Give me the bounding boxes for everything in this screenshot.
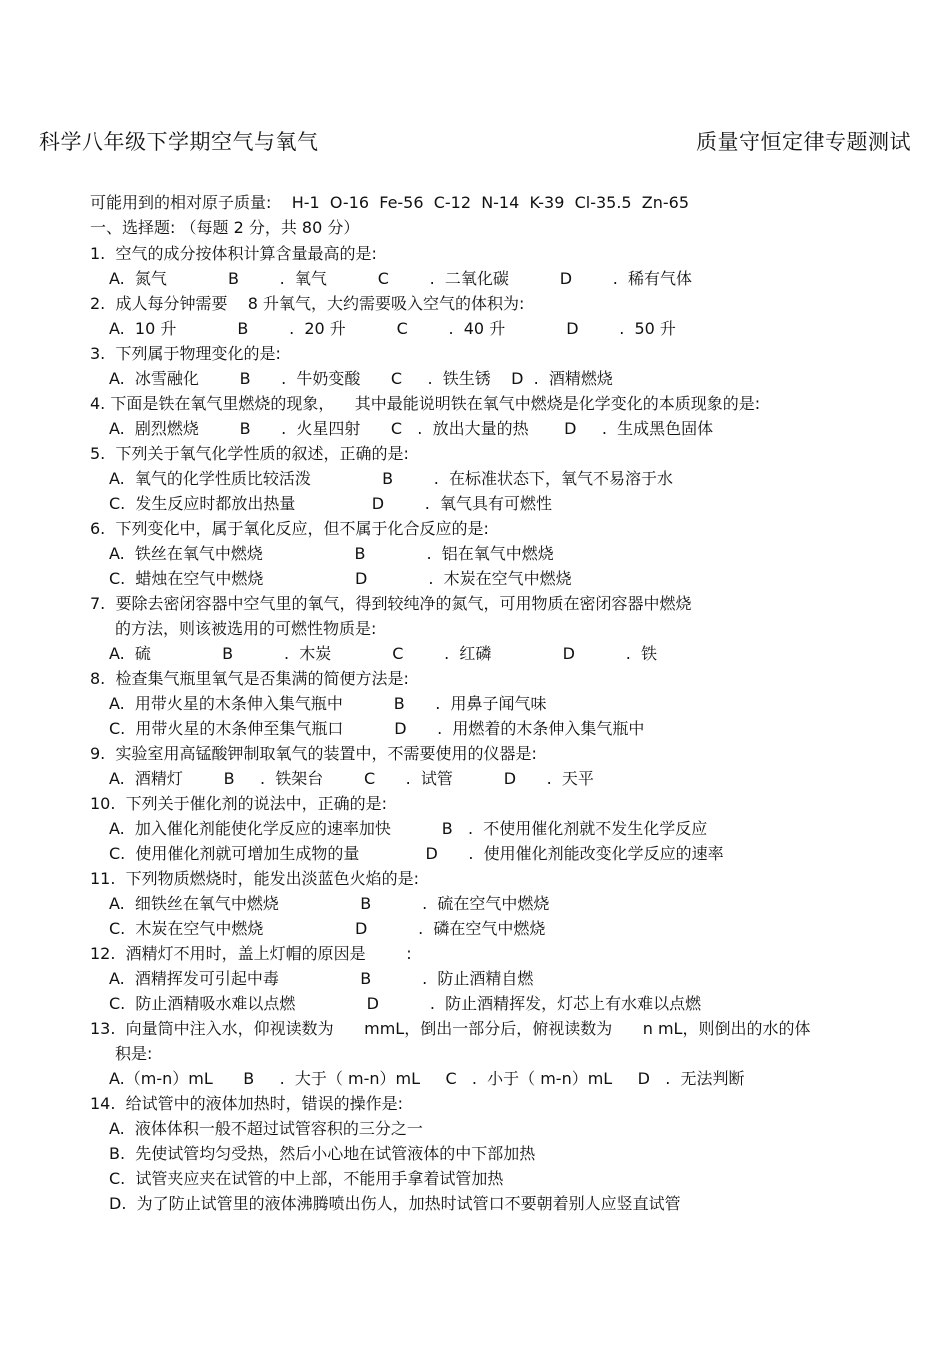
question-2-options: A. 10 升 B . 20 升 C . 40 升 D . 50 升 (109, 319, 676, 338)
question-6-options-cd: C. 蜡烛在空气中燃烧 D . 木炭在空气中燃烧 (109, 569, 572, 588)
question-12-options-cd: C. 防止酒精吸水难以点燃 D . 防止酒精挥发，灯芯上有水难以点燃 (109, 994, 702, 1013)
atomic-masses: 可能用到的相对原子质量: H-1 O-16 Fe-56 C-12 N-14 K-39 Cl-35.5 Zn-65 (90, 193, 690, 212)
question-11-options-cd: C. 木炭在空气中燃烧 D . 磷在空气中燃烧 (109, 919, 546, 938)
question-13: 13. 向量筒中注入水，仰视读数为 mmL，倒出一部分后，俯视读数为 n mL，则倒出的水的体 (90, 1019, 811, 1038)
question-4: 4. 下面是铁在氧气里燃烧的现象， 其中最能说明铁在氧气中燃烧是化学变化的本质现象的是: (90, 394, 761, 413)
question-8-options-cd: C. 用带火星的木条伸至集气瓶口 D . 用燃着的木条伸入集气瓶中 (109, 719, 645, 738)
question-14: 14. 给试管中的液体加热时，错误的操作是: (90, 1094, 404, 1113)
question-10-options-cd: C. 使用催化剂就可增加生成物的量 D . 使用催化剂能改变化学反应的速率 (109, 844, 724, 863)
question-13-continuation: 积是: (115, 1044, 153, 1063)
question-1: 1. 空气的成分按体积计算含量最高的是: (90, 244, 377, 263)
section-heading: 一、选择题: （每题 2 分，共 80 分） (90, 218, 360, 237)
question-14-option-c: C. 试管夹应夹在试管的中上部，不能用手拿着试管加热 (109, 1169, 504, 1188)
question-10-options-ab: A. 加入催化剂能使化学反应的速率加快 B . 不使用催化剂就不发生化学反应 (109, 819, 708, 838)
question-14-option-b: B. 先使试管均匀受热，然后小心地在试管液体的中下部加热 (109, 1144, 536, 1163)
question-7: 7. 要除去密闭容器中空气里的氧气，得到较纯净的氮气，可用物质在密闭容器中燃烧 (90, 594, 692, 613)
question-3-options: A. 冰雪融化 B . 牛奶变酸 C . 铁生锈 D . 酒精燃烧 (109, 369, 613, 388)
question-5: 5. 下列关于氧气化学性质的叙述，正确的是: (90, 444, 409, 463)
question-6-options-ab: A. 铁丝在氧气中燃烧 B . 铝在氧气中燃烧 (109, 544, 554, 563)
question-10: 10. 下列关于催化剂的说法中，正确的是: (90, 794, 388, 813)
question-11: 11. 下列物质燃烧时，能发出淡蓝色火焰的是: (90, 869, 420, 888)
question-7-options: A. 硫 B . 木炭 C . 红磷 D . 铁 (109, 644, 658, 663)
question-3: 3. 下列属于物理变化的是: (90, 344, 281, 363)
question-9: 9. 实验室用高锰酸钾制取氧气的装置中，不需要使用的仪器是: (90, 744, 537, 763)
question-13-options: A.（m-n）mL B . 大于（ m-n）mL C . 小于（ m-n）mL D . 无法判断 (109, 1069, 745, 1088)
question-5-options-cd: C. 发生反应时都放出热量 D . 氧气具有可燃性 (109, 494, 552, 513)
question-12: 12. 酒精灯不用时，盖上灯帽的原因是 : (90, 944, 412, 963)
question-7-continuation: 的方法，则该被选用的可燃性物质是: (115, 619, 377, 638)
page-title: 科学八年级下学期空气与氧气 质量守恒定律专题测试 (39, 130, 911, 154)
question-5-options-ab: A. 氧气的化学性质比较活泼 B . 在标准状态下，氧气不易溶于水 (109, 469, 674, 488)
question-6: 6. 下列变化中，属于氧化反应，但不属于化合反应的是: (90, 519, 489, 538)
question-8: 8. 检查集气瓶里氧气是否集满的简便方法是: (90, 669, 409, 688)
question-8-options-ab: A. 用带火星的木条伸入集气瓶中 B . 用鼻子闻气味 (109, 694, 547, 713)
question-14-option-a: A. 液体体积一般不超过试管容积的三分之一 (109, 1119, 423, 1138)
question-2: 2. 成人每分钟需要 8 升氧气，大约需要吸入空气的体积为: (90, 294, 525, 313)
question-1-options: A. 氮气 B . 氧气 C . 二氧化碳 D . 稀有气体 (109, 269, 692, 288)
question-12-options-ab: A. 酒精挥发可引起中毒 B . 防止酒精自燃 (109, 969, 534, 988)
question-11-options-ab: A. 细铁丝在氧气中燃烧 B . 硫在空气中燃烧 (109, 894, 550, 913)
question-9-options: A. 酒精灯 B . 铁架台 C . 试管 D . 天平 (109, 769, 594, 788)
question-14-option-d: D. 为了防止试管里的液体沸腾喷出伤人，加热时试管口不要朝着别人应竖直试管 (109, 1194, 681, 1213)
question-4-options: A. 剧烈燃烧 B . 火星四射 C . 放出大量的热 D . 生成黑色固体 (109, 419, 714, 438)
